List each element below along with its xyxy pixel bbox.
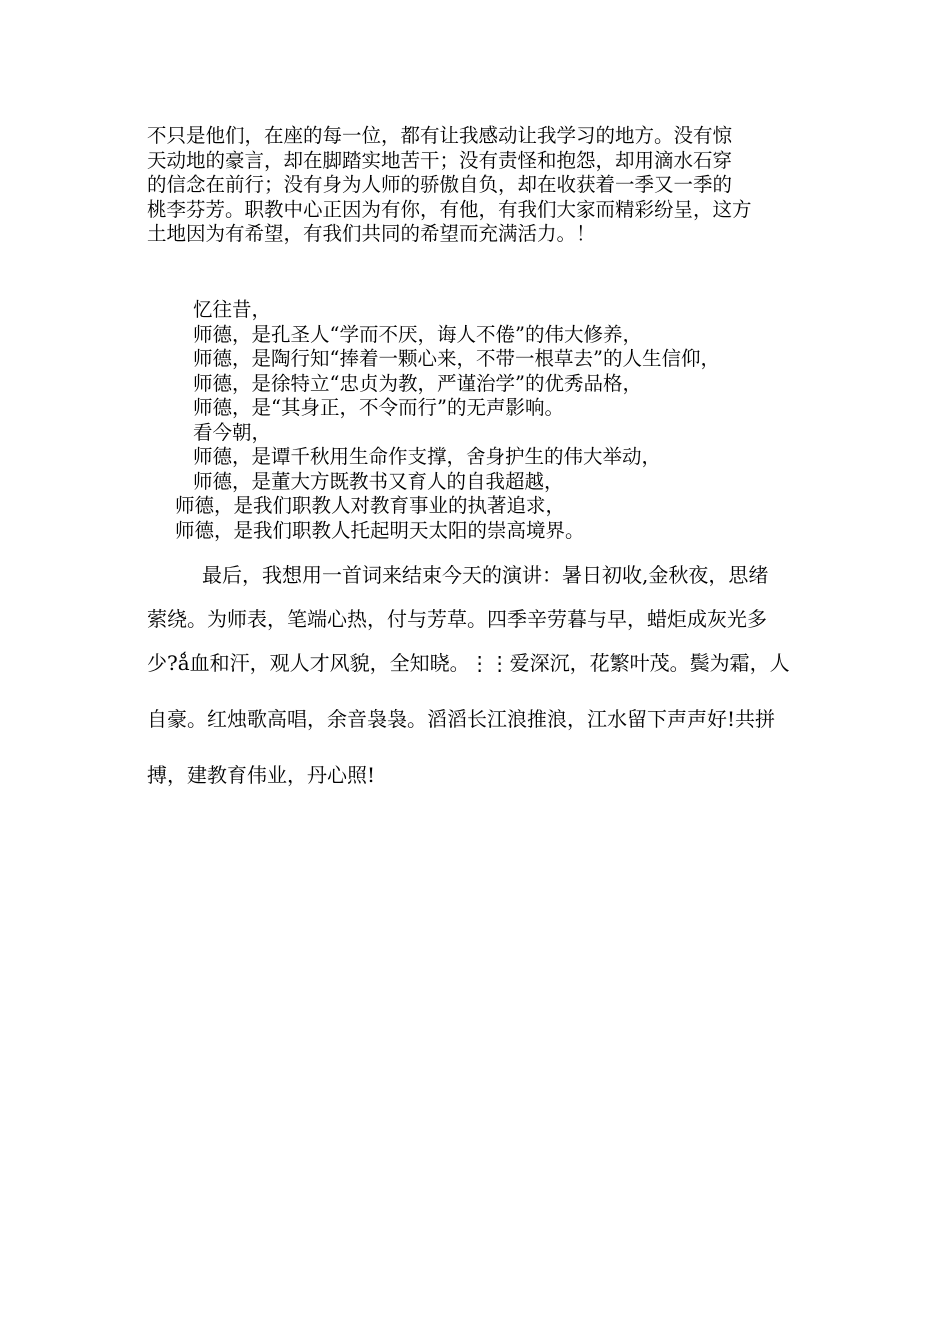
poem-line: 师德，是陶行知“捧着一颗心来，不带一根草去”的人生信仰，	[193, 347, 720, 370]
poem-line: 忆往昔，	[193, 298, 272, 321]
closing-line: 自豪。红烛歌高唱，余音袅袅。滔滔长江浪推浪，江水留下声声好!共拼	[147, 707, 776, 731]
poem-line: 师德，是徐特立“忠贞为教，严谨治学”的优秀品格，	[193, 371, 642, 395]
poem-block	[147, 298, 827, 543]
intro-line: 土地因为有希望，有我们共同的希望而充满活力。！	[147, 222, 596, 245]
closing-line: 最后，我想用一首词来结束今天的演讲：暑日初收,金秋夜，思绪	[202, 563, 769, 587]
intro-line: 不只是他们，在座的每一位，都有让我感动让我学习的地方。没有惊	[147, 124, 733, 147]
closing-line: 少?ǻ血和汗，观人才风貌，全知晓。⋮⋮爱深沉，花繁叶茂。鬓为霜，人	[147, 651, 790, 675]
closing-paragraph	[147, 561, 817, 789]
poem-line: 师德，是董大方既教书又育人的自我超越，	[193, 469, 564, 493]
intro-line: 的信念在前行；没有身为人师的骄傲自负，却在收获着一季又一季的	[147, 173, 733, 196]
closing-line: 搏，建教育伟业，丹心照!	[147, 763, 376, 787]
poem-line: 师德，是孔圣人“学而不厌，诲人不倦”的伟大修养，	[193, 322, 642, 346]
closing-line: 萦绕。为师表，笔端心热，付与芳草。四季辛劳暮与早，蜡炬成灰光多	[147, 607, 767, 631]
poem-line: 师德，是我们职教人对教育事业的执著追求，	[175, 494, 566, 517]
intro-line: 桃李芬芳。职教中心正因为有你，有他，有我们大家而精彩纷呈，这方	[147, 197, 752, 221]
intro-paragraph	[147, 124, 812, 247]
poem-line: 看今朝，	[193, 420, 272, 444]
poem-line: 师德，是我们职教人托起明天太阳的崇高境界。	[175, 518, 585, 542]
poem-line: 师德，是“其身正，不令而行”的无声影响。	[193, 396, 564, 419]
intro-line: 天动地的豪言，却在脚踏实地苦干；没有责怪和抱怨，却用滴水石穿	[147, 148, 733, 172]
poem-line: 师德，是谭千秋用生命作支撑，舍身护生的伟大举动，	[193, 445, 662, 468]
